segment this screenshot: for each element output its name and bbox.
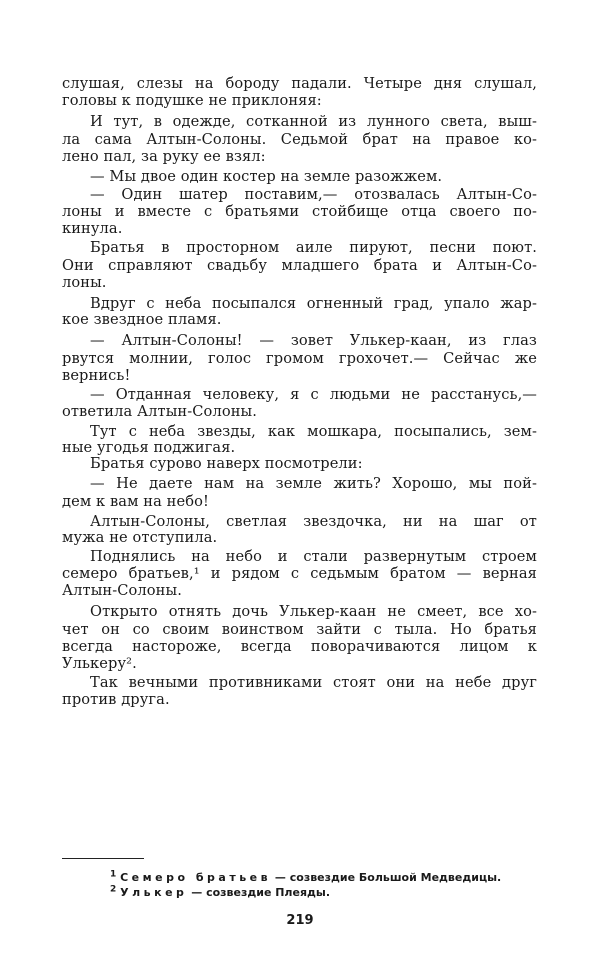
text-line: семеро братьев,¹ и рядом с седьмым братом — верная	[62, 565, 537, 582]
text-line: Они справляют свадьбу младшего брата и Алтын-Со-	[62, 257, 537, 274]
text-line: И тут, в одежде, сотканной из лунного света, выш-	[90, 113, 537, 130]
text-line: — Алтын-Солоны! — зовет Улькер-каан, из глаз	[90, 332, 537, 349]
footnote-mark: 2	[110, 884, 117, 895]
text-line: — Не даете нам на земле жить? Хорошо, мы пой-	[90, 475, 537, 492]
text-line: лоны и вместе с братьями стойбище отца своего по-	[62, 203, 537, 220]
footnote-term: Улькер	[120, 886, 188, 899]
text-line: дем к вам на небо!	[62, 493, 209, 510]
text-line: — Один шатер поставим,— отозвалась Алтын-Со-	[90, 186, 537, 203]
page-number: 219	[286, 913, 314, 928]
footnote-divider	[62, 858, 144, 859]
text-line: Тут с неба звезды, как мошкара, посыпались, зем-	[90, 423, 537, 440]
text-line: — Отданная человеку, я с людьми не расстанусь,—	[90, 386, 537, 403]
text-line: лено пал, за руку ее взял:	[62, 148, 266, 165]
text-line: кинула.	[62, 220, 123, 237]
footnote-text: — созвездие Большой Медведицы.	[271, 871, 502, 884]
text-line: Поднялись на небо и стали развернутым строем	[90, 548, 537, 565]
footnote-2	[110, 886, 330, 900]
text-line: ла сама Алтын-Солоны. Седьмой брат на правое ко-	[62, 131, 537, 148]
text-line: ные угодья поджигая.	[62, 439, 236, 456]
text-line: слушая, слезы на бороду падали. Четыре дня слушал,	[62, 75, 537, 92]
text-line: Улькеру².	[62, 655, 137, 672]
text-line: Братья сурово наверх посмотрели:	[90, 455, 363, 472]
footnote-text: — созвездие Плеяды.	[187, 886, 331, 899]
text-line: вернись!	[62, 367, 131, 384]
text-line: Алтын-Солоны, светлая звездочка, ни на шаг от	[90, 513, 537, 530]
text-line: чет он со своим воинством зайти с тыла. Но братья	[62, 621, 537, 638]
text-line: Вдруг с неба посыпался огненный град, упало жар-	[90, 295, 537, 312]
text-line: кое звездное пламя.	[62, 311, 222, 328]
text-line: Открыто отнять дочь Улькер-каан не смеет, все хо-	[90, 603, 537, 620]
text-line: — Мы двое один костер на земле разожжем.	[90, 168, 443, 185]
text-line: Братья в просторном аиле пируют, песни поют.	[90, 239, 537, 256]
footnote-mark: 1	[110, 869, 117, 880]
text-line: Так вечными противниками стоят они на небе друг	[90, 674, 537, 691]
text-line: против друга.	[62, 691, 170, 708]
text-line: всегда настороже, всегда поворачиваются лицом к	[62, 638, 537, 655]
text-line: мужа не отступила.	[62, 529, 218, 546]
text-line: Алтын-Солоны.	[62, 582, 182, 599]
footnote-term: Семеро братьев	[120, 871, 272, 884]
text-line: ответила Алтын-Солоны.	[62, 403, 257, 420]
text-line: головы к подушке не приклоняя:	[62, 92, 322, 109]
text-line: лоны.	[62, 274, 107, 291]
text-line: рвутся молнии, голос громом грохочет.— Сейчас же	[62, 350, 537, 367]
footnote-1	[110, 871, 501, 885]
